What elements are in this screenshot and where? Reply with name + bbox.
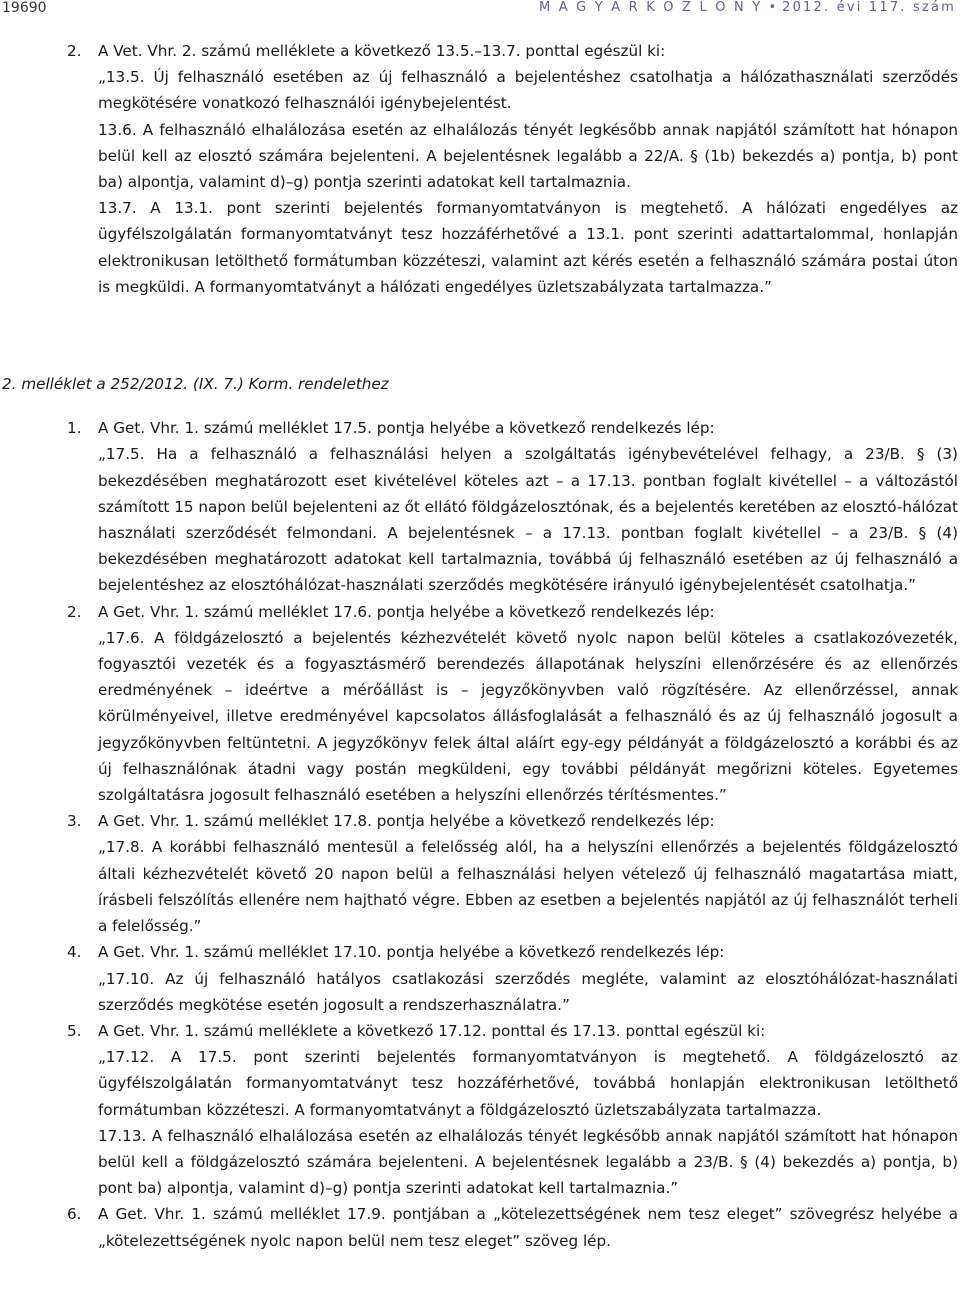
page-header bbox=[0, 0, 960, 22]
paragraph-13-6: 13.6. A felhasználó elhalálozása esetén az elhalálozás tényét legkésőbb annak napjától számított hat hónapon belül kell az elosztó számára bejelenteni. A bejelentésnek legalább a 22/A. § (1b) bekezdés a) pontja, b) pont ba) alpontja, valamint d)–g) pontja szerinti adatokat kell tartalmaznia. bbox=[98, 120, 958, 192]
page-content bbox=[0, 38, 958, 1254]
item-intro: A Get. Vhr. 1. számú melléklet 17.6. pontja helyébe a következő rendelkezés lép: bbox=[98, 602, 715, 621]
item-number: 1. bbox=[67, 419, 82, 438]
running-title bbox=[539, 0, 956, 15]
annex-heading: 2. melléklet a 252/2012. (IX. 7.) Korm. rendelethez bbox=[2, 375, 389, 394]
annex-item-3-text: „17.8. A korábbi felhasználó mentesül a felelősség alól, ha a helyszíni ellenőrzés a bejelentés földgázelosztó általi kézhezvételét követő 20 napon belül a felhasználási helyen vételező új felhasználó magatartása miatt, írásbeli felszólítás ellenére nem hajtható végre. Ebben az esetben a bejelentés napjától az új felhasználót terheli a felelősség.” bbox=[98, 838, 958, 936]
annex-item-2-text: „17.6. A földgázelosztó a bejelentés kézhezvételét követő nyolc napon belül köteles a csatlakozóvezeték, fogyasztói vezeték és a fogyasztásmérő berendezés állapotának helyszíni ellenőrzésére és az ellenőrzés eredményének – ideértve a mérőállást is – jegyzőkönyvben való rögzítésére. Az ellenőrzéssel, annak körülményeivel, illetve eredményével kapcsolatos állásfoglalását a felhasználó és az új felhasználó jogosult a jegyzőkönyvben feltüntetni. A jegyzőkönyv felek által aláírt egy-egy példányát a földgázelosztó a korábbi és az új felhasználónak átadni vagy postán megküldeni, egy további példányát megőrizni köteles. Egyetemes szolgáltatásra jogosult felhasználó esetében a helyszíni ellenőrzés térítésmentes.” bbox=[98, 628, 958, 805]
item-number: 5. bbox=[67, 1021, 82, 1040]
annex-item-1 bbox=[0, 415, 958, 441]
annex-item-5 bbox=[0, 1018, 958, 1044]
item-number: 4. bbox=[67, 943, 82, 962]
annex-item-5-text-17-12: „17.12. A 17.5. pont szerinti bejelentés formanyomtatványon is megtehető. A földgázelosztó az ügyfélszolgálatán formanyomtatványt tesz hozzáférhetővé, továbbá honlapján elektronikusan letölthető formátumban közzéteszi. A formanyomtatványt a földgázelosztó üzletszabályzata tartalmazza. bbox=[98, 1048, 958, 1119]
annex-item-4 bbox=[0, 939, 958, 965]
item-intro: A Get. Vhr. 1. számú melléklete a következő 17.12. ponttal és 17.13. ponttal egészül ki: bbox=[98, 1021, 766, 1040]
annex-item-4-text: „17.10. Az új felhasználó hatályos csatlakozási szerződés megléte, valamint az elosztóhálózat-használati szerződés megkötése esetén jogosult a rendszerhasználatra.” bbox=[98, 969, 958, 1014]
publication-name: M A G Y A R K Ö Z L Ö N Y bbox=[538, 0, 763, 15]
item-number: 2. bbox=[67, 42, 82, 60]
item-number: 2. bbox=[67, 602, 82, 621]
item-number: 6. bbox=[67, 1205, 82, 1224]
item-intro: A Vet. Vhr. 2. számú melléklete a következő 13.5.–13.7. ponttal egészül ki: bbox=[98, 42, 666, 60]
page-number: 19690 bbox=[2, 0, 47, 16]
annex-item-6 bbox=[0, 1201, 958, 1253]
item-number: 3. bbox=[67, 812, 82, 831]
title-bullet: • bbox=[768, 0, 777, 15]
issue-number: 2012. évi 117. szám bbox=[782, 0, 956, 15]
annex-item-2 bbox=[0, 599, 958, 625]
item-text: A Get. Vhr. 1. számú melléklet 17.9. pontjában a „kötelezettségének nem tesz eleget” szövegrész helyébe a „kötelezettségének nyolc napon belül nem tesz eleget” szöveg lép. bbox=[98, 1205, 958, 1250]
paragraph-13-7: 13.7. A 13.1. pont szerinti bejelentés formanyomtatványon is megtehető. A hálózati engedélyes az ügyfélszolgálatán formanyomtatványt tesz hozzáférhetővé a 13.1. pont szerinti adattartalommal, honlapján elektronikusan letölthető formátumban közzéteszi, valamint azt kérés esetén a felhasználó számára postai úton is megküldi. A formanyomtatványt a hálózati engedélyes üzletszabályzata tartalmazza.” bbox=[98, 199, 958, 296]
annex-item-5-text-17-13: 17.13. A felhasználó elhalálozása esetén az elhalálozás tényét legkésőbb annak napjától számított hat hónapon belül kell a földgázelosztó számára bejelenteni. A bejelentésnek legalább a 23/B. § (4) bekezdés a) pontja, b) pont ba) alpontja, valamint d)–g) pontja szerinti adatokat kell tartalmaznia.” bbox=[98, 1126, 958, 1198]
amendment-item-2 bbox=[0, 38, 958, 64]
annex-item-1-text: „17.5. Ha a felhasználó a felhasználási helyen a szolgáltatás igénybevételével felhagy, a 23/B. § (3) bekezdésében meghatározott eset kivételével köteles azt – a 17.13. pontban foglalt kivétellel – a változástól számított 15 napon belül bejelenteni az őt ellátó földgázelosztónak, és a bejelentés keretében az elosztó-hálózat használati szerződését felmondani. A bejelentésnek – a 17.13. pontban foglalt kivétellel – a 23/B. § (4) bekezdésében meghatározott adatokat kell tartalmaznia, továbbá új felhasználó esetében az új felhasználó a bejelentéshez az elosztóhálózat-használati szerződés megkötésére irányuló igénybejelentését csatolhatja.” bbox=[98, 445, 958, 595]
item-intro: A Get. Vhr. 1. számú melléklet 17.10. pontja helyébe a következő rendelkezés lép: bbox=[98, 943, 725, 962]
annex-item-3 bbox=[0, 808, 958, 834]
paragraph-13-5: „13.5. Új felhasználó esetében az új felhasználó a bejelentéshez csatolhatja a hálózathasználati szerződés megkötésére vonatkozó felhasználói igénybejelentést. bbox=[98, 68, 958, 113]
item-intro: A Get. Vhr. 1. számú melléklet 17.8. pontja helyébe a következő rendelkezés lép: bbox=[98, 812, 715, 831]
item-intro: A Get. Vhr. 1. számú melléklet 17.5. pontja helyébe a következő rendelkezés lép: bbox=[98, 419, 715, 438]
